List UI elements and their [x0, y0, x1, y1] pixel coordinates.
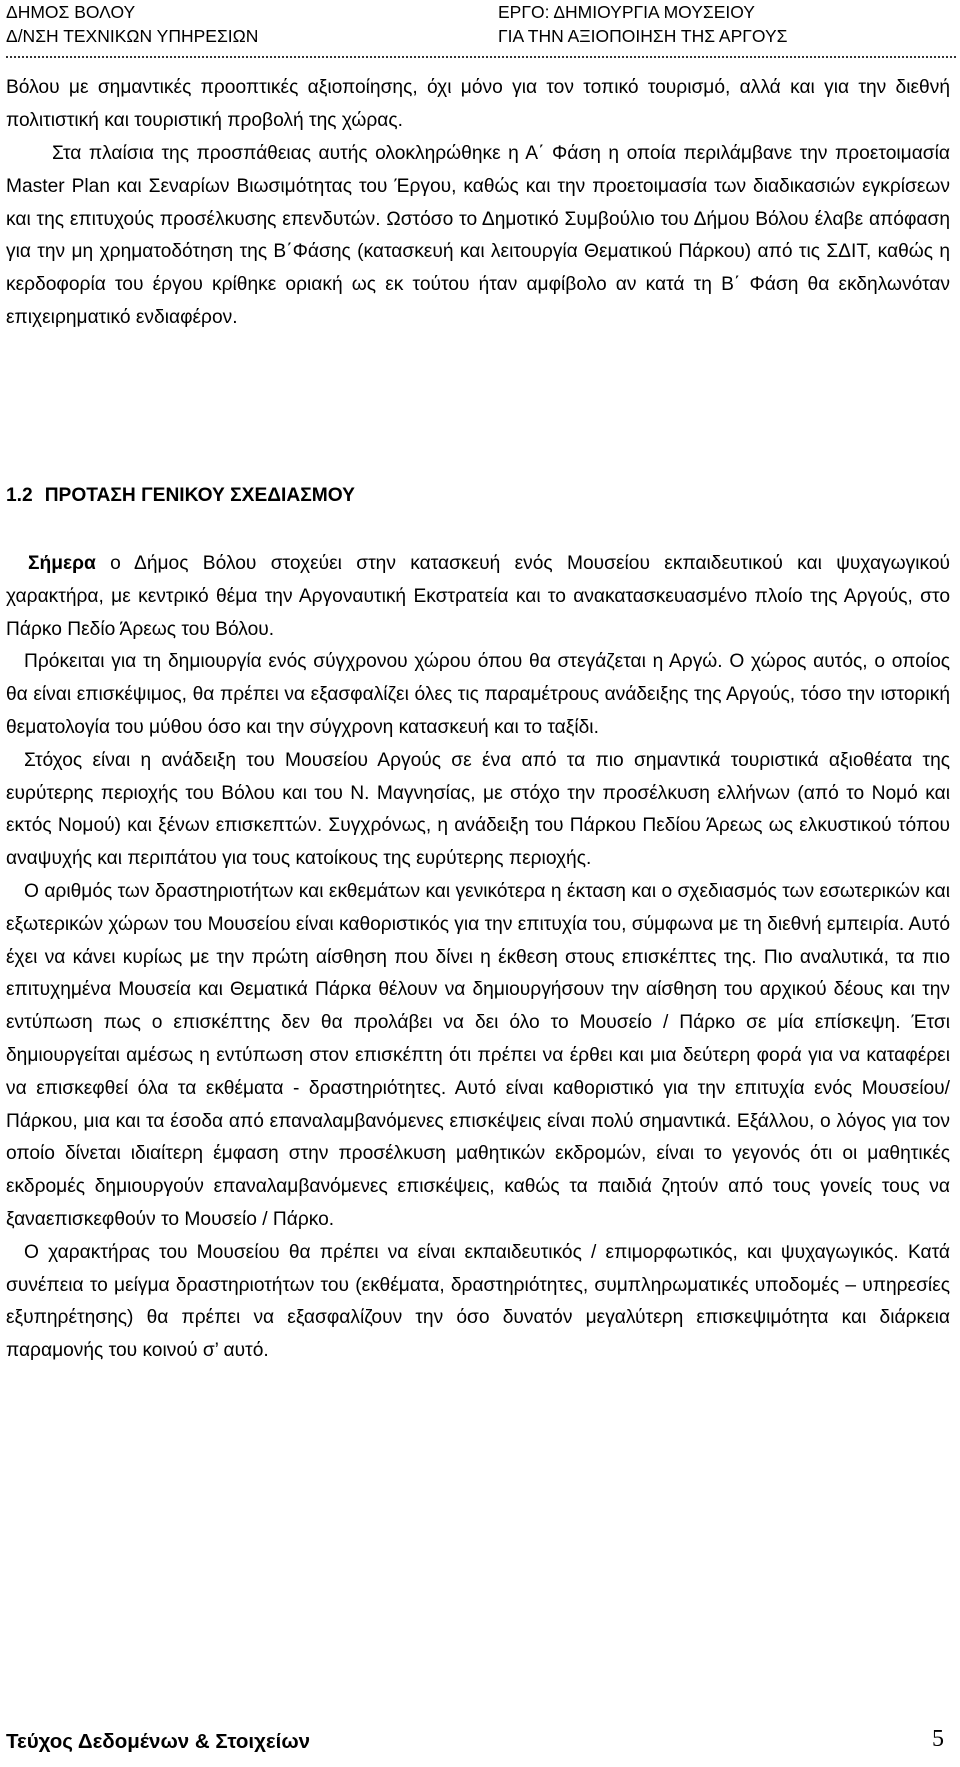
- section-paragraph-3: Στόχος είναι η ανάδειξη του Μουσείου Αργούς σε ένα από τα πιο σημαντικά τουριστικά αξιοθέατα της ευρύτερης περιοχής του Βόλου και του Ν. Μαγνησίας, με στόχο την προσέλκυση ελλήνων (από το Νομό και εκτός Νομού) και ξένων επισκεπτών. Συγχρόνως, η ανάδειξη του Πάρκου Πεδίου Άρεως ως ελκυστικού τόπου αναψυχής και περιπάτου για τους κατοίκους της ευρύτερης περιοχής.: [6, 749, 950, 870]
- lead-bold-word: Σήμερα: [28, 553, 96, 574]
- section-title: ΠΡΟΤΑΣΗ ΓΕΝΙΚΟΥ ΣΧΕΔΙΑΣΜΟΥ: [44, 485, 355, 506]
- page-number: 5: [932, 1726, 944, 1752]
- intro-paragraph-2: [6, 138, 950, 335]
- section-heading: [6, 482, 355, 510]
- section-paragraph-4: Ο αριθμός των δραστηριοτήτων και εκθεμάτων και γενικότερα η έκταση και ο σχεδιασμός των εσωτερικών και εξωτερικών χώρων του Μουσείου είναι καθοριστικός για την επιτυχία του, σύμφωνα με τη διεθνή εμπειρία. Αυτό έχει να κάνει κυρίως με την πρώτη αίσθηση που δίνει η έκθεση στους επισκέπτες της. Πιο αναλυτικά, τα πιο επιτυχημένα Μουσεία και Θεματικά Πάρκα θέλουν να δημιουργήσουν την αίσθηση του αρχικού δέους και την εντύπωση πως ο επισκέπτης δεν θα προλάβει να δει όλο το Μουσείο / Πάρκο σε μία επίσκεψη. Έτσι δημιουργείται αμέσως η εντύπωση στον επισκέπτη ότι πρέπει να έρθει και μια δεύτερη φορά για να καταφέρει να επισκεφθεί όλα τα εκθέματα - δραστηριότητες. Αυτό είναι καθοριστικό για την επιτυχία ενός Μουσείου/ Πάρκου, μια και τα έσοδα από επαναλαμβανόμενες επισκέψεις είναι πολύ σημαντικά. Εξάλλου, ο λόγος για τον οποίο δίνεται ιδιαίτερη έμφαση στην προσέλκυση μαθητικών εκδρομών, είναι το γεγονός ότι οι μαθητικές εκδρομές δημιουργούν επαναλαμβανόμενες επισκέψεις, καθώς τα παιδιά ζητούν από τους γονείς τους να ξαναεπισκεφθούν το Μουσείο / Πάρκο.: [6, 880, 950, 1230]
- paragraph-text: Στα πλαίσια της προσπάθειας αυτής ολοκληρώθηκε η Α΄ Φάση η οποία περιλάμβανε την προετοιμασία Master Plan και Σεναρίων Βιωσιμότητας του Έργου, καθώς και την προετοιμασία των διαδικασιών εγκρίσεων και της επιτυχούς προσέλκυσης επενδυτών. Ωστόσο το Δημοτικό Συμβούλιο του Δήμου Βόλου έλαβε απόφαση για την μη χρηματοδότηση της Β΄Φάσης (κατασκευή και λειτουργία Θεματικού Πάρκου) από τις ΣΔΙΤ, καθώς η κερδοφορία του έργου κρίθηκε οριακή ως εκ τούτου ήταν αμφίβολο αν κατά τη Β΄ Φάση θα εκδηλωνόταν επιχειρηματικό ενδιαφέρον.: [6, 143, 950, 328]
- header-left: [6, 0, 258, 48]
- footer-title: Τεύχος Δεδομένων & Στοιχείων: [6, 1730, 311, 1753]
- section-paragraph-5: Ο χαρακτήρας του Μουσείου θα πρέπει να είναι εκπαιδευτικός / επιμορφωτικός, και ψυχαγωγικός. Κατά συνέπεια το μείγμα δραστηριοτήτων του (εκθέματα, δραστηριότητες, συμπληρωματικές υποδομές – υπηρεσίες εξυπηρέτησης) θα πρέπει να εξασφαλίζουν την όσο δυνατόν μεγαλύτερη επισκεψιμότητα και διάρκεια παραμονής του κοινού σ’ αυτό.: [6, 1241, 950, 1362]
- section-body: [6, 548, 950, 1368]
- header-municipality: ΔΗΜΟΣ ΒΟΛΟΥ: [6, 2, 136, 22]
- header-right: [498, 0, 787, 48]
- header-department: Δ/ΝΣΗ ΤΕΧΝΙΚΩΝ ΥΠΗΡΕΣΙΩΝ: [6, 26, 259, 46]
- section-paragraph-1: [6, 548, 950, 646]
- header-divider: [6, 53, 956, 58]
- header-project: ΕΡΓΟ: ΔΗΜΙΟΥΡΓΙΑ ΜΟΥΣΕΙΟΥ: [498, 2, 755, 22]
- section-number: 1.2: [6, 485, 33, 506]
- intro-paragraph-1: [6, 72, 950, 138]
- paragraph-text: Βόλου με σημαντικές προοπτικές αξιοποίησης, όχι μόνο για τον τοπικό τουρισμό, αλλά και για την διεθνή πολιτιστική και τουριστική προβολή της χώρας.: [6, 77, 950, 131]
- header-project-subtitle: ΓΙΑ ΤΗΝ ΑΞΙΟΠΟΙΗΣΗ ΤΗΣ ΑΡΓΟΥΣ: [498, 26, 788, 46]
- section-paragraph-2: Πρόκειται για τη δημιουργία ενός σύγχρονου χώρου όπου θα στεγάζεται η Αργώ. Ο χώρος αυτός, ο οποίος θα είναι επισκέψιμος, θα πρέπει να εξασφαλίζει όλες τις παραμέτρους ανάδειξης της Αργούς, τόσο την ιστορική θεματολογία του μύθου όσο και την σύγχρονη κατασκευή και το ταξίδι.: [6, 651, 950, 738]
- paragraph-text: ο Δήμος Βόλου στοχεύει στην κατασκευή ενός Μουσείου εκπαιδευτικού και ψυχαγωγικού χαρακτήρα, με κεντρικό θέμα την Αργοναυτική Εκστρατεία και το ανακατασκευασμένο πλοίο της Αργούς, στο Πάρκο Πεδίο Άρεως του Βόλου.: [6, 553, 950, 640]
